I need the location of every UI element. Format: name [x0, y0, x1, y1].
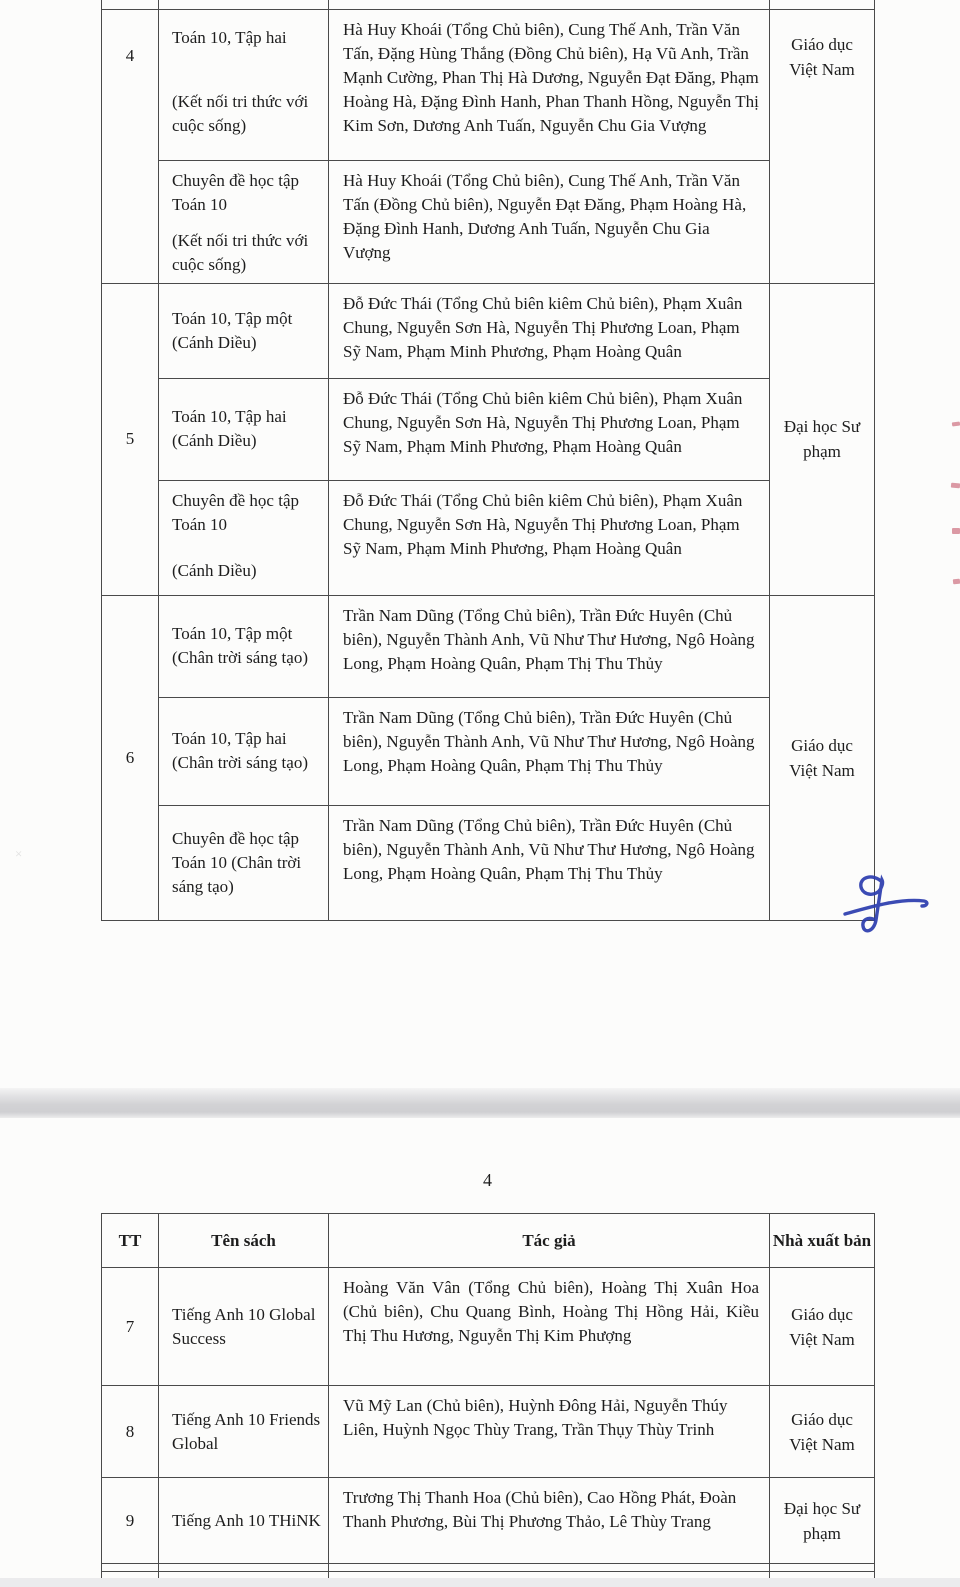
book-title-cell: [159, 378, 329, 480]
book-title: Tiếng Anh 10 THiNK: [172, 1510, 321, 1530]
book-title: Toán 10, Tập hai (Chân trời sáng tạo): [172, 729, 308, 772]
book-series: (Kết nối tri thức với cuộc sống): [172, 230, 309, 274]
row-number-cell: 8: [102, 1386, 159, 1478]
page-separator: [0, 1088, 960, 1118]
book-title: Chuyên đề học tập Toán 10: [172, 170, 299, 214]
table-row: [102, 378, 875, 480]
authors-cell: Trần Nam Dũng (Tổng Chủ biên), Trần Đức Huyên (Chủ biên), Nguyễn Thành Anh, Vũ Như Thư Hương, Ngô Hoàng Long, Phạm Hoàng Quân, Phạm Thị Thu Thủy: [329, 697, 770, 805]
row-number-cell: 7: [102, 1268, 159, 1386]
book-title-cell: [159, 283, 329, 378]
authors-cell: Đỗ Đức Thái (Tổng Chủ biên kiêm Chủ biên), Phạm Xuân Chung, Nguyễn Sơn Hà, Nguyễn Thị Phương Loan, Phạm Sỹ Nam, Phạm Minh Phương, Phạm Hoàng Quân: [329, 283, 770, 378]
publisher-cell: Giáo dục Việt Nam: [770, 1268, 875, 1386]
table-row: [102, 697, 875, 805]
table-row: [102, 1268, 875, 1386]
table-row: [102, 0, 875, 9]
bottom-page-edge: [0, 1578, 960, 1587]
book-title: Chuyên đề học tập Toán 10 (Chân trời sáng tạo): [172, 828, 302, 896]
table-row: [102, 9, 875, 160]
red-edge-mark: [952, 528, 960, 534]
table-row: [102, 480, 875, 595]
row-number-cell: 9: [102, 1478, 159, 1564]
header-book-name: Tên sách: [159, 1214, 329, 1268]
book-title-cell: [159, 805, 329, 920]
red-edge-mark: [952, 421, 960, 426]
cut-cell: [770, 0, 875, 9]
table-continued: [101, 0, 875, 921]
publisher-cell: Giáo dục Việt Nam: [770, 1386, 875, 1478]
book-title: Tiếng Anh 10 Friends Global: [172, 1409, 321, 1453]
red-edge-mark: [953, 579, 960, 585]
authors-cell: Hoàng Văn Vân (Tổng Chủ biên), Hoàng Thị Xuân Hoa (Chủ biên), Chu Quang Bình, Hoàng Thị Hồng Hải, Kiều Thị Thu Hương, Nguyễn Thị Kim Phượng: [329, 1268, 770, 1386]
table-row: [102, 1564, 875, 1572]
row-number-cell: 5: [102, 283, 159, 595]
cut-cell: [102, 1564, 159, 1572]
book-title-cell: [159, 480, 329, 595]
book-title-cell: [159, 160, 329, 283]
signature-ink: [840, 874, 932, 940]
row-number-cell: 6: [102, 595, 159, 920]
authors-cell: Trần Nam Dũng (Tổng Chủ biên), Trần Đức Huyên (Chủ biên), Nguyễn Thành Anh, Vũ Như Thư Hương, Ngô Hoàng Long, Phạm Hoàng Quân, Phạm Thị Thu Thủy: [329, 805, 770, 920]
cut-cell: [159, 1564, 329, 1572]
book-title: Toán 10, Tập một (Chân trời sáng tạo): [172, 624, 308, 667]
table-row: [102, 1386, 875, 1478]
table-header-row: [102, 1214, 875, 1268]
authors-cell: Vũ Mỹ Lan (Chủ biên), Huỳnh Đông Hải, Nguyễn Thúy Liên, Huỳnh Ngọc Thùy Trang, Trần Thụy Thùy Trinh: [329, 1386, 770, 1478]
book-title: Tiếng Anh 10 Global Success: [172, 1304, 316, 1348]
book-series: (Kết nối tri thức với cuộc sống): [172, 91, 309, 135]
book-title-cell: [159, 1268, 329, 1386]
header-publisher: Nhà xuất bản: [770, 1214, 875, 1268]
red-edge-mark: [951, 483, 960, 489]
cut-cell: [329, 0, 770, 9]
publisher-cell: Giáo dục Việt Nam: [770, 595, 875, 920]
page-number: 4: [483, 1170, 492, 1190]
publisher-cell: Đại học Sư phạm: [770, 283, 875, 595]
book-title: Toán 10, Tập hai: [172, 27, 287, 47]
book-title-cell: [159, 1386, 329, 1478]
book-title: Toán 10, Tập một (Cánh Diều): [172, 308, 293, 352]
table-row: [102, 283, 875, 378]
cut-cell: [159, 0, 329, 9]
book-title-cell: [159, 9, 329, 160]
table-row: [102, 595, 875, 697]
books-table: [101, 1213, 875, 1579]
cut-cell: [102, 0, 159, 9]
cut-cell: [770, 1564, 875, 1572]
publisher-cell: Giáo dục Việt Nam: [770, 9, 875, 283]
book-title: Chuyên đề học tập Toán 10: [172, 490, 299, 534]
authors-cell: Trương Thị Thanh Hoa (Chủ biên), Cao Hồng Phát, Đoàn Thanh Phương, Bùi Thị Phương Thảo, Lê Thùy Trang: [329, 1478, 770, 1564]
cut-cell: [329, 1564, 770, 1572]
header-authors: Tác giả: [329, 1214, 770, 1268]
publisher-cell: Đại học Sư phạm: [770, 1478, 875, 1564]
authors-cell: Đỗ Đức Thái (Tổng Chủ biên kiêm Chủ biên), Phạm Xuân Chung, Nguyễn Sơn Hà, Nguyễn Thị Phương Loan, Phạm Sỹ Nam, Phạm Minh Phương, Phạm Hoàng Quân: [329, 378, 770, 480]
authors-cell: Trần Nam Dũng (Tổng Chủ biên), Trần Đức Huyên (Chủ biên), Nguyễn Thành Anh, Vũ Như Thư Hương, Ngô Hoàng Long, Phạm Hoàng Quân, Phạm Thị Thu Thủy: [329, 595, 770, 697]
book-title-cell: [159, 1478, 329, 1564]
book-title-cell: [159, 595, 329, 697]
book-series: (Cánh Diều): [172, 560, 257, 580]
stray-mark: ×: [15, 846, 23, 861]
table-row: [102, 160, 875, 283]
book-title: Toán 10, Tập hai (Cánh Diều): [172, 407, 287, 450]
table-row: [102, 805, 875, 920]
table-row: [102, 1478, 875, 1564]
authors-cell: Hà Huy Khoái (Tổng Chủ biên), Cung Thế Anh, Trần Văn Tấn, Đặng Hùng Thắng (Đồng Chủ biên), Hạ Vũ Anh, Trần Mạnh Cường, Phan Thị Hà Dương, Nguyễn Đạt Đăng, Phạm Hoàng Hà, Đặng Đình Hanh, Phan Thanh Hồng, Nguyễn Thị Kim Sơn, Dương Anh Tuấn, Nguyễn Chu Gia Vượng: [329, 9, 770, 160]
header-tt: TT: [102, 1214, 159, 1268]
row-number-cell: 4: [102, 9, 159, 283]
book-title-cell: [159, 697, 329, 805]
authors-cell: Hà Huy Khoái (Tổng Chủ biên), Cung Thế Anh, Trần Văn Tấn (Đồng Chủ biên), Nguyễn Đạt Đăng, Phạm Hoàng Hà, Đặng Đình Hanh, Dương Anh Tuấn, Nguyễn Chu Gia Vượng: [329, 160, 770, 283]
authors-cell: Đỗ Đức Thái (Tổng Chủ biên kiêm Chủ biên), Phạm Xuân Chung, Nguyễn Sơn Hà, Nguyễn Thị Phương Loan, Phạm Sỹ Nam, Phạm Minh Phương, Phạm Hoàng Quân: [329, 480, 770, 595]
